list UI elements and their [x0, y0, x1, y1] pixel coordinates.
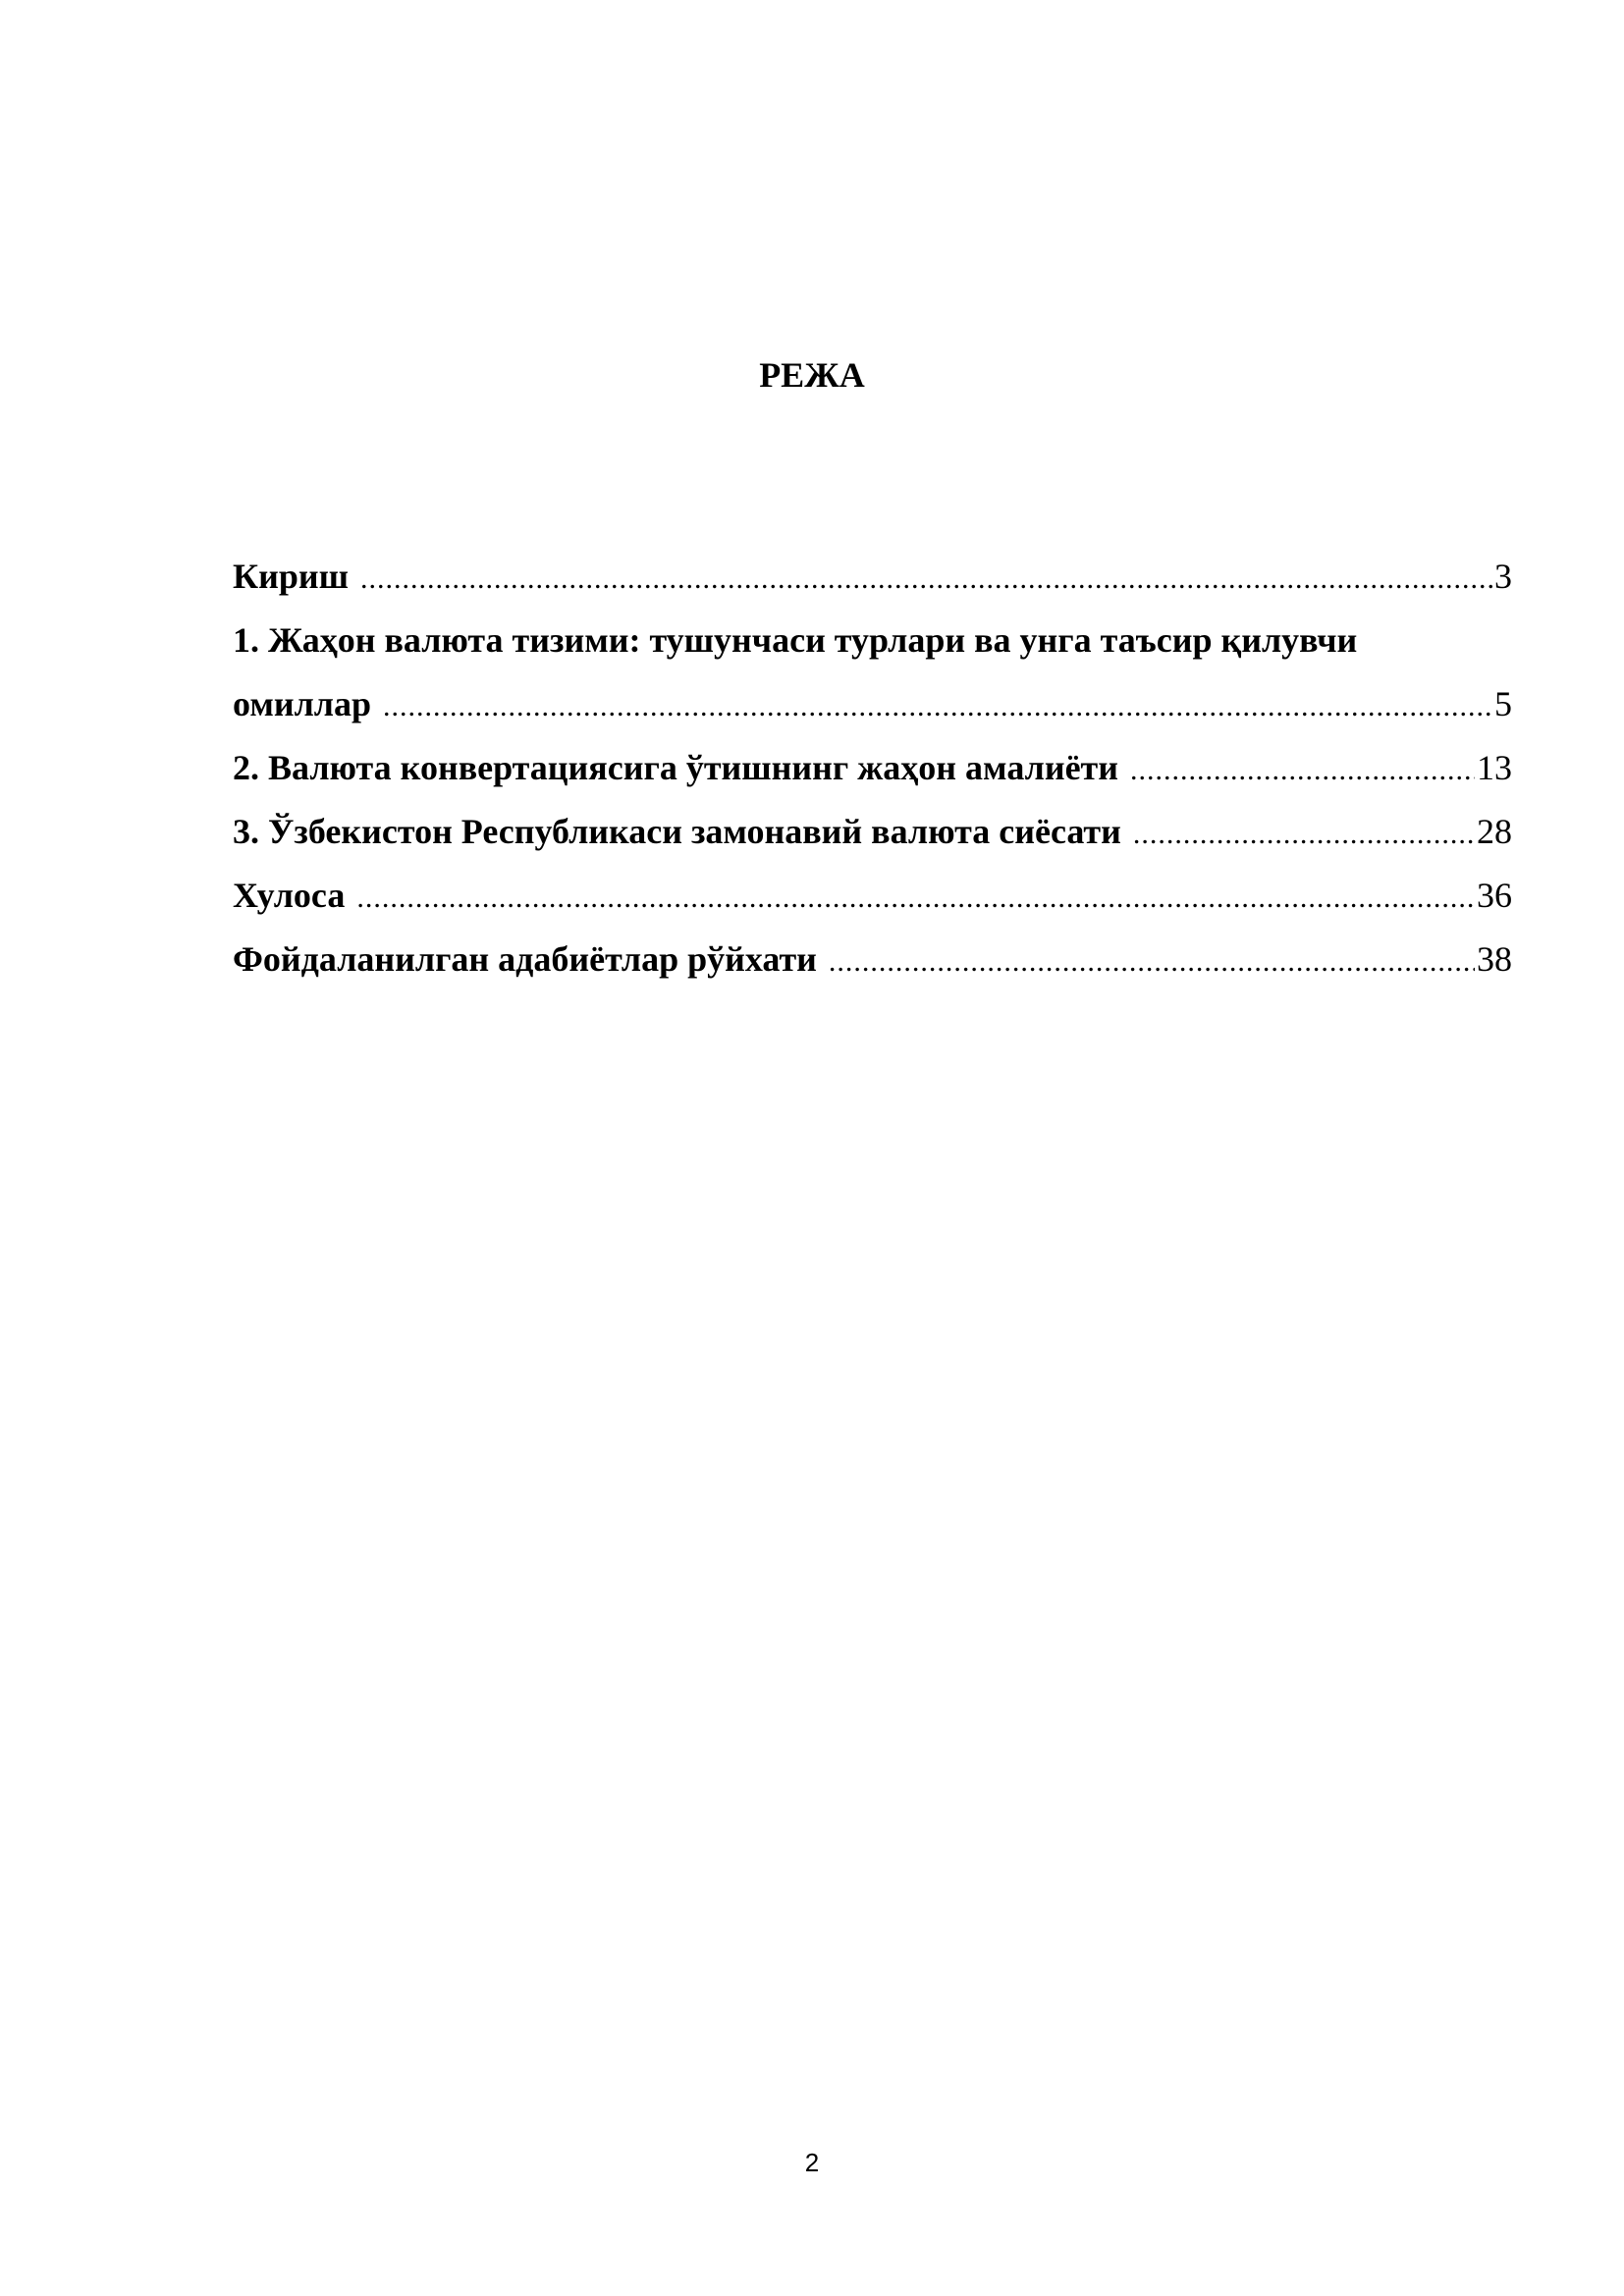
toc-entry-title: 3. Ўзбекистон Республикаси замонавий валюта сиёсати	[233, 812, 1121, 851]
toc-dot-leader	[829, 930, 1475, 993]
toc-entry-title: Кириш	[233, 557, 350, 596]
toc-dot-leader	[360, 547, 1492, 611]
toc-entry-page: 38	[1477, 939, 1512, 979]
toc-entry-references[interactable]	[233, 928, 1512, 991]
toc-entry-introduction[interactable]	[233, 545, 1512, 609]
toc-entry-page: 13	[1477, 748, 1512, 787]
table-of-contents	[233, 545, 1512, 991]
toc-entry-page: 5	[1494, 684, 1512, 723]
toc-entry-page: 36	[1477, 876, 1512, 915]
toc-entry-title-continuation: омиллар	[233, 684, 371, 723]
toc-entry-page: 28	[1477, 812, 1512, 851]
toc-dot-leader	[1130, 738, 1475, 802]
toc-dot-leader	[356, 866, 1475, 930]
toc-entry-title: 1. Жаҳон валюта тизими: тушунчаси турлари ва унга таъсир қилувчи	[233, 620, 1358, 660]
toc-entry-chapter-2[interactable]	[233, 736, 1512, 800]
toc-entry-chapter-1-line-1[interactable]	[233, 609, 1512, 672]
toc-entry-title: Фойдаланилган адабиётлар рўйхати	[233, 939, 817, 979]
toc-entry-page: 3	[1494, 557, 1512, 596]
toc-entry-title: 2. Валюта конвертациясига ўтишнинг жаҳон амалиёти	[233, 748, 1118, 787]
toc-dot-leader	[383, 674, 1492, 738]
toc-entry-chapter-1-line-2[interactable]	[233, 672, 1512, 736]
toc-entry-chapter-3[interactable]	[233, 800, 1512, 864]
page-title: РЕЖА	[759, 355, 865, 395]
toc-entry-title: Хулоса	[233, 876, 346, 915]
toc-dot-leader	[1133, 802, 1475, 866]
toc-entry-conclusion[interactable]	[233, 864, 1512, 928]
page-number: 2	[804, 2148, 820, 2177]
